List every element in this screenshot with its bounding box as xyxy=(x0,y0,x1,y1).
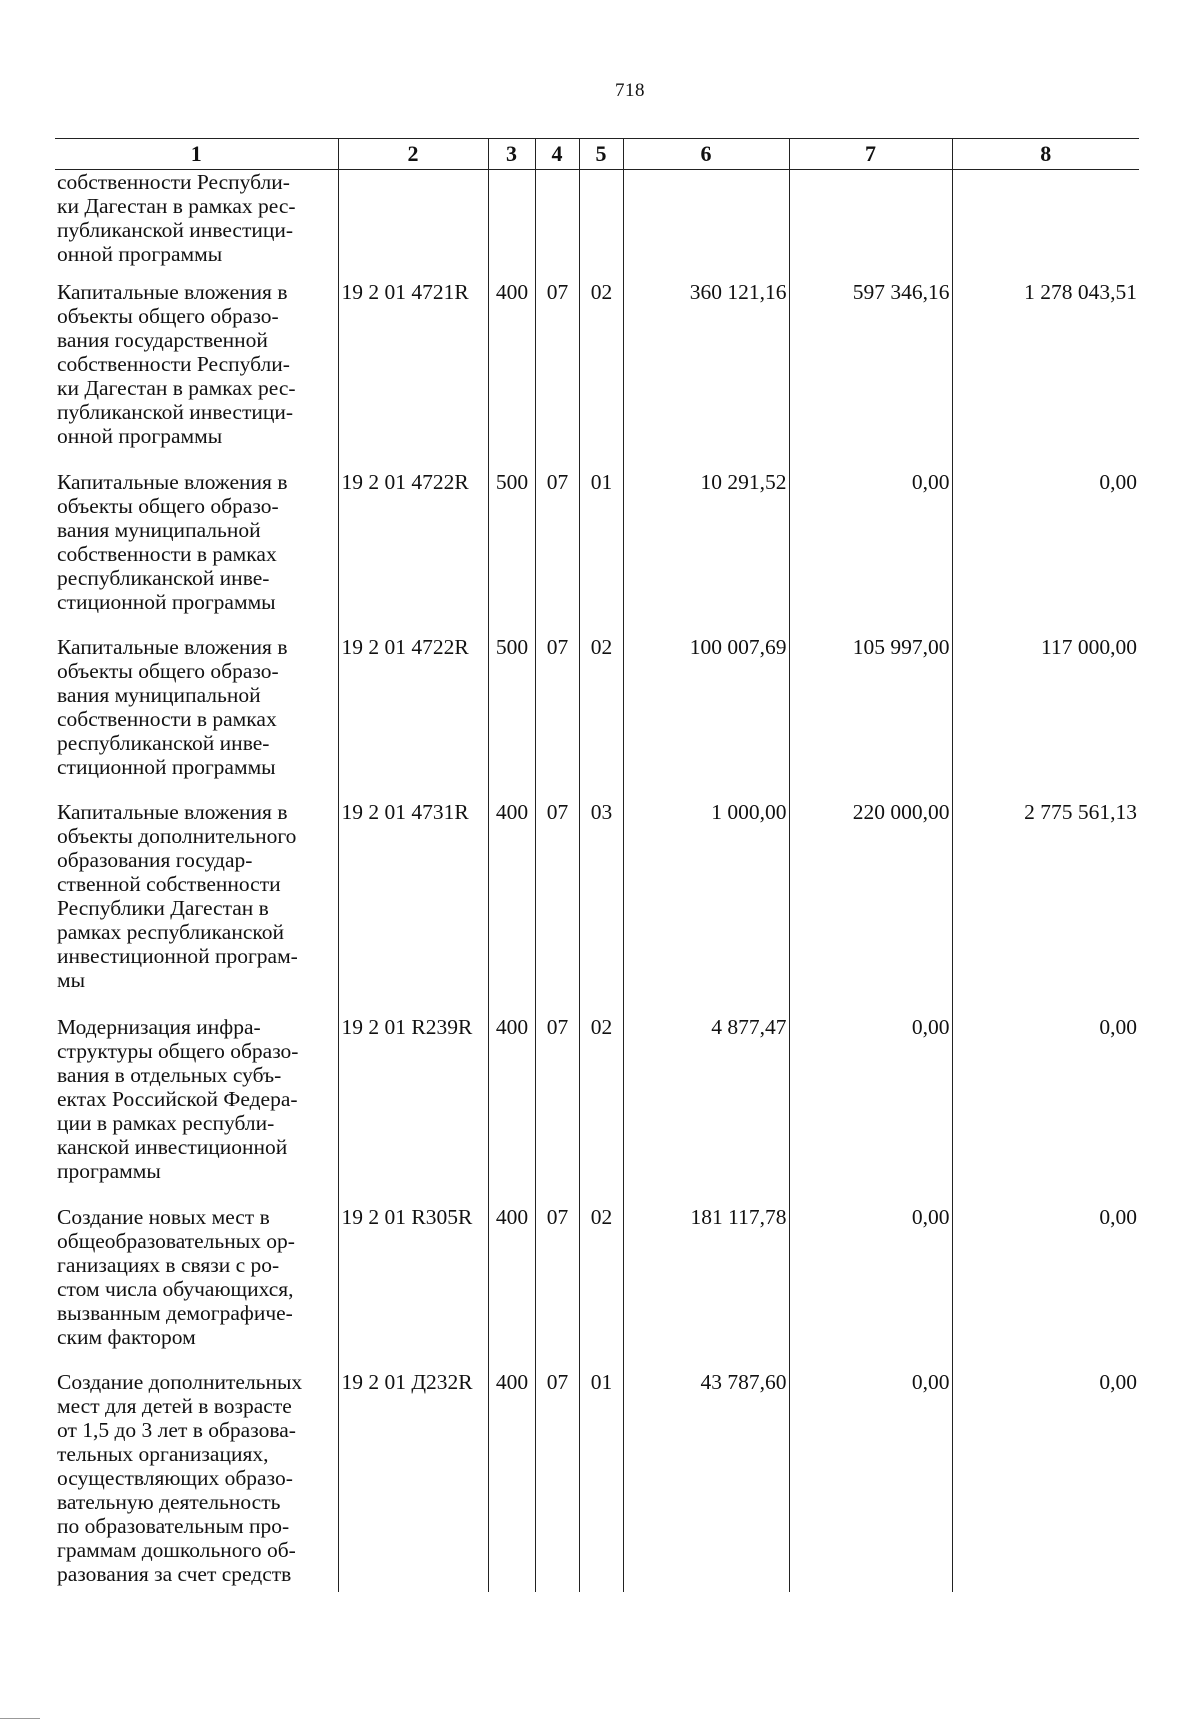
row-code: 19 2 01 R305R xyxy=(338,1205,488,1370)
row-name: Капитальные вложения в объекты общего образо- вания муниципальной собственности в рамках республиканской инве- стиционной программы xyxy=(57,469,288,614)
table-row xyxy=(55,1015,1139,1205)
row-value-7 xyxy=(789,170,952,280)
row-value-6: 1 000,00 xyxy=(623,800,789,1015)
row-col3: 400 xyxy=(488,800,535,1015)
row-col3: 400 xyxy=(488,1205,535,1370)
row-value-7: 220 000,00 xyxy=(789,800,952,1015)
row-code xyxy=(338,170,488,280)
row-col3: 500 xyxy=(488,470,535,635)
row-name: Создание новых мест в общеобразовательных ор- ганизациях в связи с ро- стом числа обучающихся, вызванным демографиче- ским фактором xyxy=(57,1204,295,1349)
row-col3: 500 xyxy=(488,635,535,800)
row-value-8: 0,00 xyxy=(952,470,1139,635)
row-col4: 07 xyxy=(535,635,579,800)
row-col5: 02 xyxy=(579,1015,623,1205)
row-name: Модернизация инфра- структуры общего образо- вания в отдельных субъ- ектах Российской Федера- ции в рамках республи- канской инвестиционной программы xyxy=(57,1014,299,1183)
row-value-6: 100 007,69 xyxy=(623,635,789,800)
table-row xyxy=(55,1370,1139,1592)
row-col5: 01 xyxy=(579,1370,623,1592)
row-value-8: 1 278 043,51 xyxy=(952,280,1139,470)
row-col3: 400 xyxy=(488,1370,535,1592)
column-header-3: 3 xyxy=(488,139,535,170)
row-value-8: 0,00 xyxy=(952,1370,1139,1592)
row-col4: 07 xyxy=(535,800,579,1015)
row-col4: 07 xyxy=(535,470,579,635)
row-code: 19 2 01 4721R xyxy=(338,280,488,470)
row-value-6: 43 787,60 xyxy=(623,1370,789,1592)
column-header-5: 5 xyxy=(579,139,623,170)
column-header-4: 4 xyxy=(535,139,579,170)
table-row xyxy=(55,280,1139,470)
row-col5: 02 xyxy=(579,635,623,800)
column-header-1: 1 xyxy=(190,141,202,166)
scan-edge-mark xyxy=(0,1718,40,1719)
row-value-8 xyxy=(952,170,1139,280)
row-col5: 02 xyxy=(579,280,623,470)
row-value-6 xyxy=(623,170,789,280)
row-code: 19 2 01 R239R xyxy=(338,1015,488,1205)
row-col4: 07 xyxy=(535,1205,579,1370)
row-code: 19 2 01 4722R xyxy=(338,470,488,635)
table-row xyxy=(55,1205,1139,1370)
column-header-7: 7 xyxy=(789,139,952,170)
row-col5: 03 xyxy=(579,800,623,1015)
row-col3: 400 xyxy=(488,1015,535,1205)
row-name: Капитальные вложения в объекты дополнительного образования государ- ственной собственности Республики Дагестан в рамках республиканской инвестиционной програм- мы xyxy=(57,799,298,992)
row-col5 xyxy=(579,170,623,280)
row-value-7: 0,00 xyxy=(789,470,952,635)
row-col4: 07 xyxy=(535,280,579,470)
row-value-7: 0,00 xyxy=(789,1205,952,1370)
column-header-6: 6 xyxy=(623,139,789,170)
row-col3: 400 xyxy=(488,280,535,470)
row-name: собственности Республи- ки Дагестан в рамках рес- публиканской инвестици- онной программы xyxy=(57,170,296,266)
row-name: Капитальные вложения в объекты общего образо- вания государственной собственности Республи- ки Дагестан в рамках рес- публиканской инвестици- онной программы xyxy=(57,279,296,448)
column-header-8: 8 xyxy=(952,139,1139,170)
row-name: Создание дополнительных мест для детей в возрасте от 1,5 до 3 лет в образова- тельных организациях, осуществляющих образо- вательную деятельность по образовательным про- граммам дошкольного об- разования за счет средств xyxy=(57,1369,303,1586)
row-value-8: 0,00 xyxy=(952,1205,1139,1370)
table-row xyxy=(55,170,1139,280)
row-value-6: 181 117,78 xyxy=(623,1205,789,1370)
row-code: 19 2 01 4731R xyxy=(338,800,488,1015)
row-value-7: 0,00 xyxy=(789,1015,952,1205)
row-value-7: 105 997,00 xyxy=(789,635,952,800)
table-row xyxy=(55,635,1139,800)
row-code: 19 2 01 4722R xyxy=(338,635,488,800)
row-col4: 07 xyxy=(535,1370,579,1592)
row-name: Капитальные вложения в объекты общего образо- вания муниципальной собственности в рамках республиканской инве- стиционной программы xyxy=(57,634,288,779)
row-value-6: 4 877,47 xyxy=(623,1015,789,1205)
row-value-7: 597 346,16 xyxy=(789,280,952,470)
row-col5: 01 xyxy=(579,470,623,635)
row-col3 xyxy=(488,170,535,280)
table-header-row xyxy=(55,139,1139,170)
row-value-8: 117 000,00 xyxy=(952,635,1139,800)
column-header-2: 2 xyxy=(338,139,488,170)
row-value-7: 0,00 xyxy=(789,1370,952,1592)
page-number: 718 xyxy=(615,80,645,101)
table-row xyxy=(55,800,1139,1015)
row-col4 xyxy=(535,170,579,280)
table-row xyxy=(55,470,1139,635)
row-col4: 07 xyxy=(535,1015,579,1205)
row-col5: 02 xyxy=(579,1205,623,1370)
row-value-6: 10 291,52 xyxy=(623,470,789,635)
budget-table xyxy=(55,138,1139,1592)
row-value-8: 0,00 xyxy=(952,1015,1139,1205)
row-value-8: 2 775 561,13 xyxy=(952,800,1139,1015)
row-code: 19 2 01 Д232R xyxy=(338,1370,488,1592)
row-value-6: 360 121,16 xyxy=(623,280,789,470)
